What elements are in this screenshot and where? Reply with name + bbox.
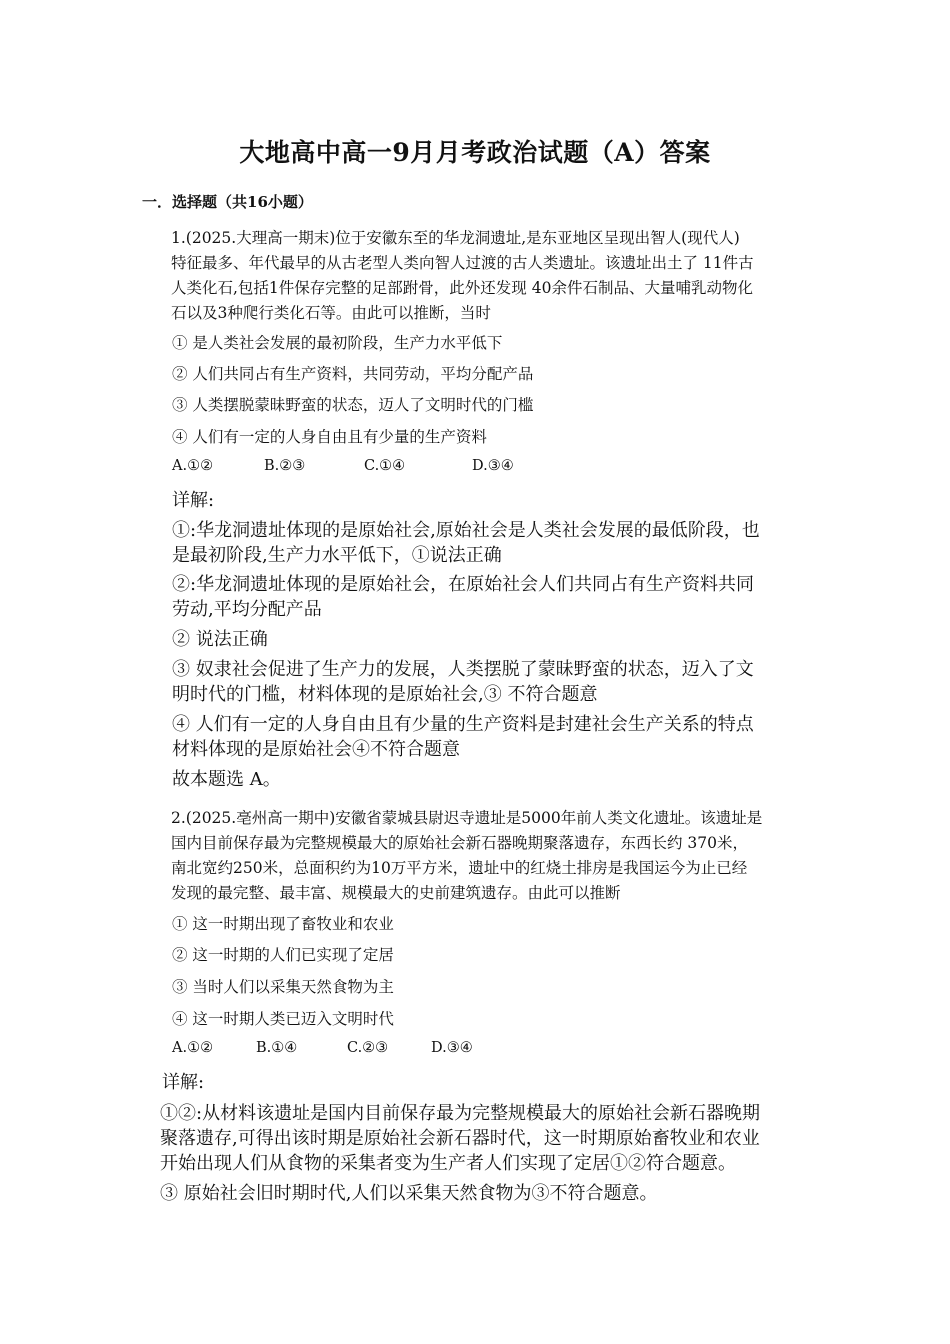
stem-line: 1.(2025.大理高一期末)位于安徽东至的华龙洞遗址,是东亚地区呈现出智人(现代人) [171,229,740,247]
stem-line: 人类化石,包括1件保存完整的足部跗骨，此外还发现 40余件石制品、大量哺乳动物化 [171,279,753,297]
stem-line: 发现的最完整、最丰富、规模最大的史前建筑遗存。由此可以推断 [171,884,621,902]
choice-c: C.①④ [364,458,406,474]
explain-line: ③ 原始社会旧时期时代,人们以采集天然食物为③不符合题意。 [160,1183,658,1204]
choice-a: A.①② [172,1040,214,1056]
explain-line: 材料体现的是原始社会④不符合题意 [172,739,460,760]
q1-option-1: ① 是人类社会发展的最初阶段，生产力水平低下 [172,334,503,352]
choice-c: C.②③ [347,1040,389,1056]
stem-line: 特征最多、年代最早的从古老型人类向智人过渡的古人类遗址。该遗址出土了 11件古 [171,254,754,272]
explain-line: 劳动,平均分配产品 [172,599,322,620]
stem-line: 石以及3种爬行类化石等。由此可以推断，当时 [171,304,491,322]
explain-line: 聚落遗存,可得出该时期是原始社会新石器时代，这一时期原始畜牧业和农业 [160,1128,760,1149]
explain-line: ④ 人们有一定的人身自由且有少量的生产资料是封建社会生产关系的特点 [172,714,754,735]
stem-line: 2.(2025.亳州高一期中)安徽省蒙城县尉迟寺遗址是5000年前人类文化遗址。该遗址是 [171,809,763,827]
q2-option-4: ④ 这一时期人类已迈入文明时代 [172,1010,394,1028]
choice-a: A.①② [172,458,214,474]
q2-option-1: ① 这一时期出现了畜牧业和农业 [172,915,394,933]
q2-explain-label: 详解: [162,1072,205,1093]
q1-explain-label: 详解: [172,490,215,511]
explain-line: 故本题选 A。 [172,769,281,790]
stem-line: 南北宽约250米，总面积约为10万平方米，遗址中的红烧土排房是我国运今为止已经 [171,859,748,877]
explain-line: ② 说法正确 [172,629,268,650]
question-2-stem [171,806,811,906]
section-heading: 一．选择题（共16小题） [142,193,313,211]
choice-d: D.③④ [431,1040,473,1056]
q2-option-2: ② 这一时期的人们已实现了定居 [172,946,394,964]
q1-explanation [172,518,822,792]
choice-b: B.②③ [264,458,306,474]
q1-option-2: ② 人们共同占有生产资料，共同劳动，平均分配产品 [172,365,534,383]
explain-line: 明时代的门槛，材料体现的是原始社会,③ 不符合题意 [172,684,598,705]
explain-line: ①②:从材料该遗址是国内目前保存最为完整规模最大的原始社会新石器晚期 [160,1103,761,1124]
page-title: 大地高中高一9月月考政治试题（A）答案 [239,138,711,167]
choice-d: D.③④ [472,458,514,474]
q2-explanation [160,1101,820,1206]
explain-line: ①:华龙洞遗址体现的是原始社会,原始社会是人类社会发展的最低阶段，也 [172,520,760,541]
q1-option-3: ③ 人类摆脱蒙昧野蛮的状态，迈人了文明时代的门槛 [172,396,534,414]
choice-b: B.①④ [256,1040,298,1056]
explain-line: 开始出现人们从食物的采集者变为生产者人们实现了定居①②符合题意。 [160,1153,736,1174]
q2-option-3: ③ 当时人们以采集天然食物为主 [172,978,394,996]
q1-option-4: ④ 人们有一定的人身自由且有少量的生产资料 [172,428,487,446]
question-1-stem [171,226,811,326]
stem-line: 国内目前保存最为完整规模最大的原始社会新石器晚期聚落遗存，东西长约 370米， [171,834,749,852]
explain-line: 是最初阶段,生产力水平低下，①说法正确 [172,545,502,566]
explain-line: ②:华龙洞遗址体现的是原始社会，在原始社会人们共同占有生产资料共同 [172,574,755,595]
explain-line: ③ 奴隶社会促进了生产力的发展，人类摆脱了蒙昧野蛮的状态，迈入了文 [172,659,754,680]
q2-choices [172,1040,473,1056]
q1-choices [172,458,514,474]
